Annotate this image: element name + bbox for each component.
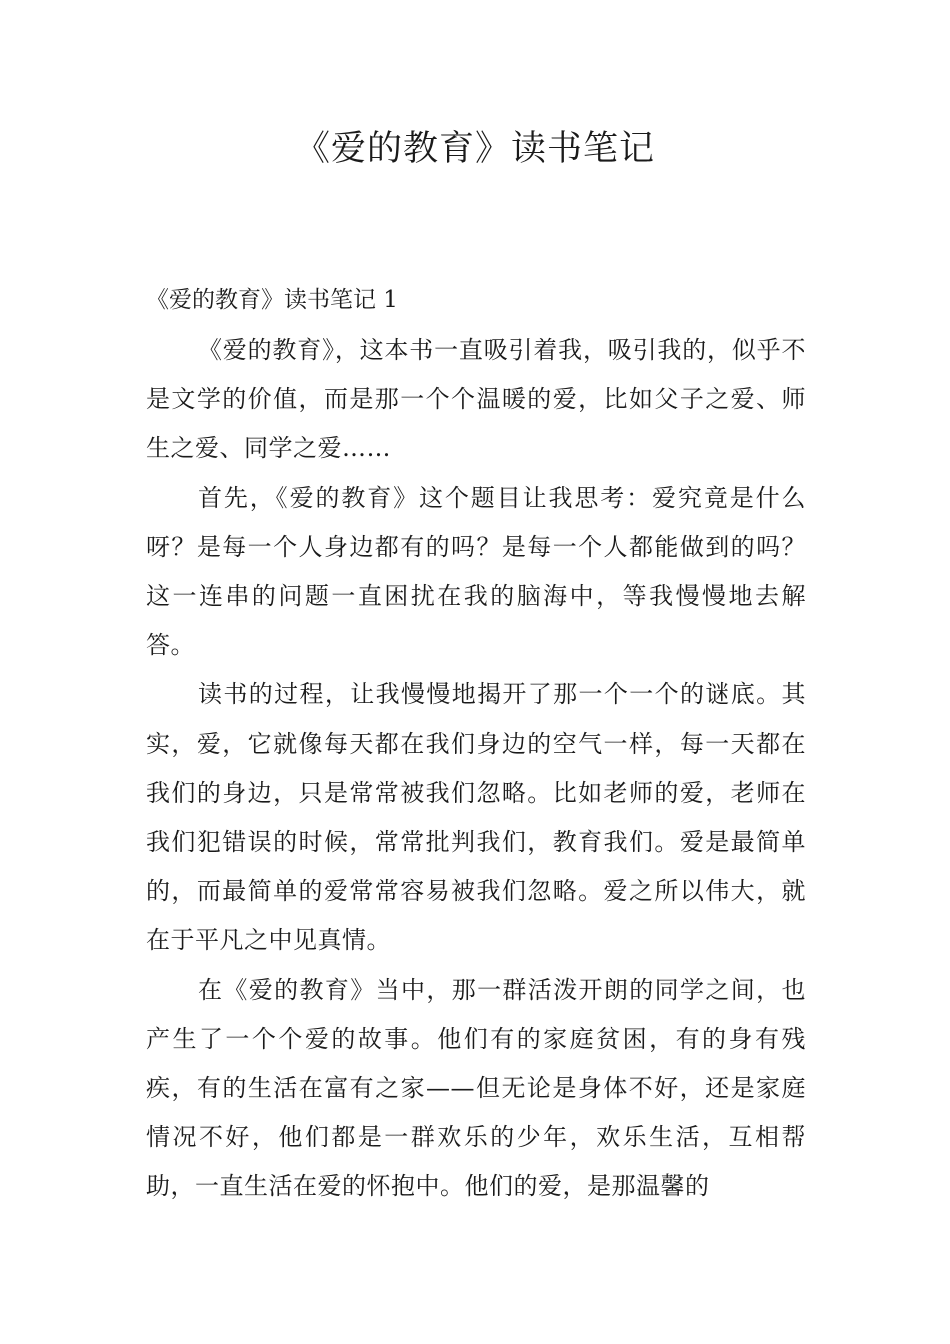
section-heading: 《爱的教育》读书笔记 1 bbox=[146, 287, 398, 313]
document-body bbox=[146, 326, 806, 1212]
paragraph-3: 读书的过程，让我慢慢地揭开了那一个一个的谜底。其实，爱，它就像每天都在我们身边的空气一样，每一天都在我们的身边，只是常常被我们忽略。比如老师的爱，老师在我们犯错误的时候，常常批判我们，教育我们。爱是最简单的，而最简单的爱常常容易被我们忽略。爱之所以伟大，就在于平凡之中见真情。 bbox=[146, 680, 806, 955]
paragraph-1: 《爱的教育》，这本书一直吸引着我，吸引我的，似乎不是文学的价值，而是那一个个温暖的爱，比如父子之爱、师生之爱、同学之爱…… bbox=[146, 336, 806, 463]
paragraph-2: 首先，《爱的教育》这个题目让我思考：爱究竟是什么呀？是每一个人身边都有的吗？是每一个人都能做到的吗？这一连串的问题一直困扰在我的脑海中，等我慢慢地去解答。 bbox=[146, 483, 806, 660]
paragraph-4: 在《爱的教育》当中，那一群活泼开朗的同学之间，也产生了一个个爱的故事。他们有的家庭贫困，有的身有残疾，有的生活在富有之家——但无论是身体不好，还是家庭情况不好，他们都是一群欢乐的少年，欢乐生活，互相帮助，一直生活在爱的怀抱中。他们的爱，是那温馨的 bbox=[146, 975, 806, 1201]
document-title: 《爱的教育》读书笔记 bbox=[294, 129, 655, 169]
